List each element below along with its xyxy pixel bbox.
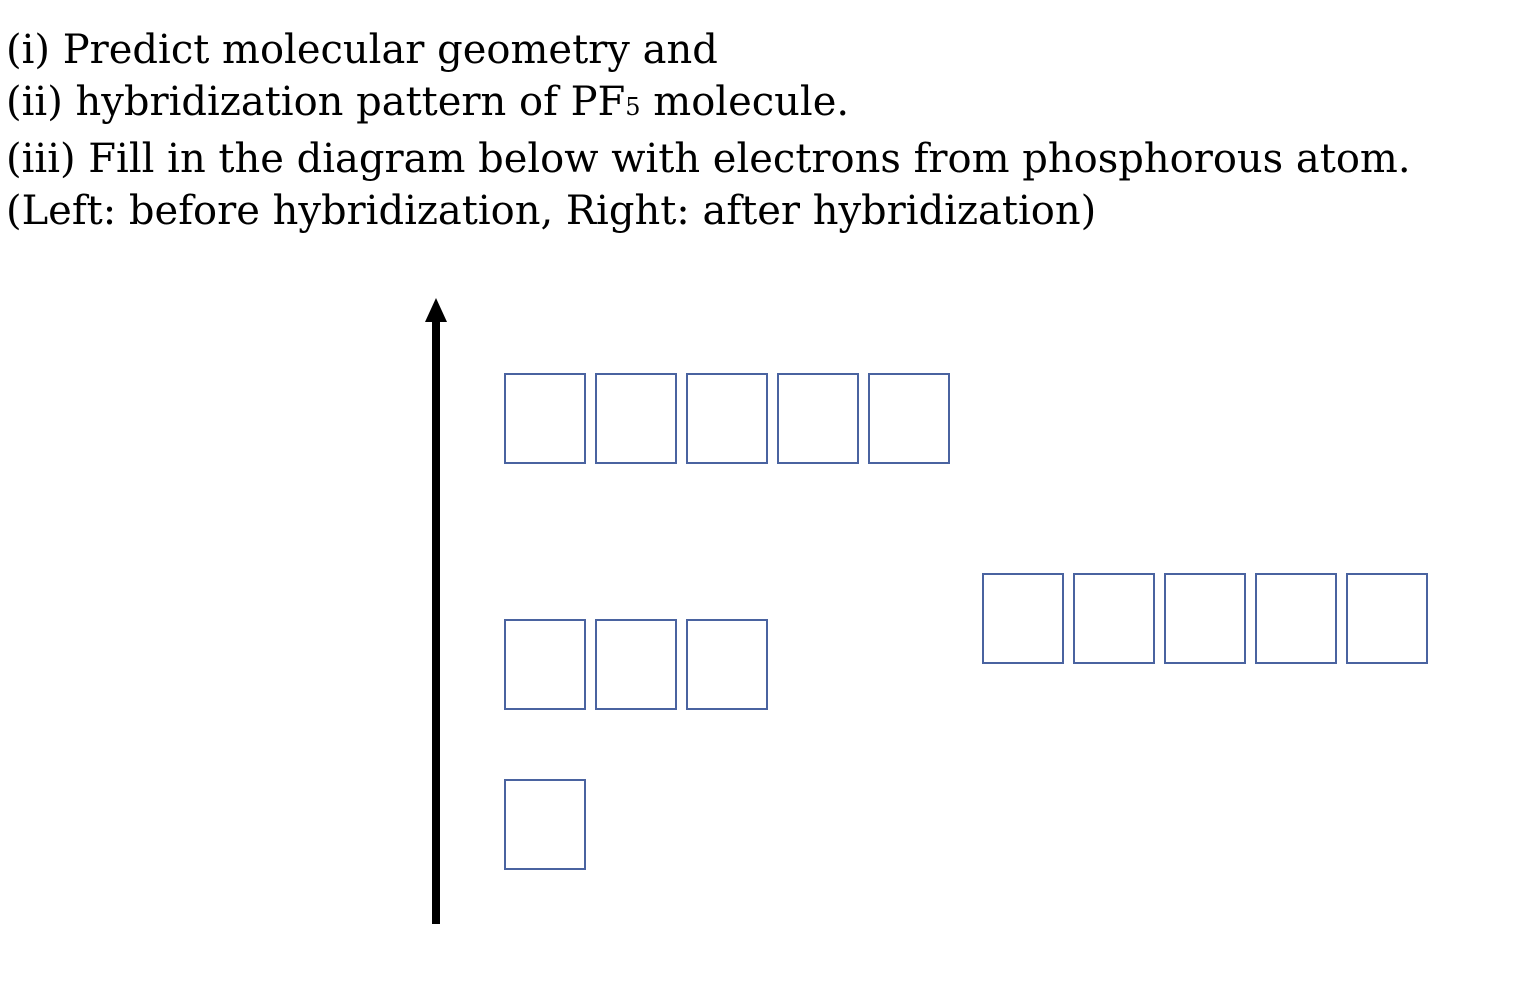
orbital-box[interactable]	[1255, 573, 1337, 664]
left-upper-orbital-row	[504, 373, 950, 464]
question-line-2	[6, 76, 1411, 133]
orbital-box[interactable]	[1164, 573, 1246, 664]
orbital-box[interactable]	[868, 373, 950, 464]
orbital-box[interactable]	[686, 373, 768, 464]
orbital-box[interactable]	[595, 619, 677, 710]
orbital-box[interactable]	[1073, 573, 1155, 664]
left-lower-orbital-row	[504, 779, 586, 870]
formula-subscript: 5	[625, 93, 641, 121]
orbital-box[interactable]	[777, 373, 859, 464]
orbital-box[interactable]	[595, 373, 677, 464]
question-line-2-start: (ii) hybridization pattern of PF	[6, 79, 626, 125]
up-arrow-icon	[425, 298, 447, 322]
question-line-3: (iii) Fill in the diagram below with electrons from phosphorous atom.	[6, 136, 1411, 182]
right-hybrid-orbital-row	[982, 573, 1428, 664]
question-line-1: (i) Predict molecular geometry and	[6, 27, 718, 73]
orbital-box[interactable]	[982, 573, 1064, 664]
orbital-box[interactable]	[504, 779, 586, 870]
orbital-box[interactable]	[686, 619, 768, 710]
orbital-box[interactable]	[504, 373, 586, 464]
left-middle-orbital-row	[504, 619, 768, 710]
question-line-2-end: molecule.	[640, 79, 850, 125]
orbital-box[interactable]	[1346, 573, 1428, 664]
orbital-box[interactable]	[504, 619, 586, 710]
question-text	[6, 24, 1411, 237]
question-line-4: (Left: before hybridization, Right: after hybridization)	[6, 188, 1097, 234]
